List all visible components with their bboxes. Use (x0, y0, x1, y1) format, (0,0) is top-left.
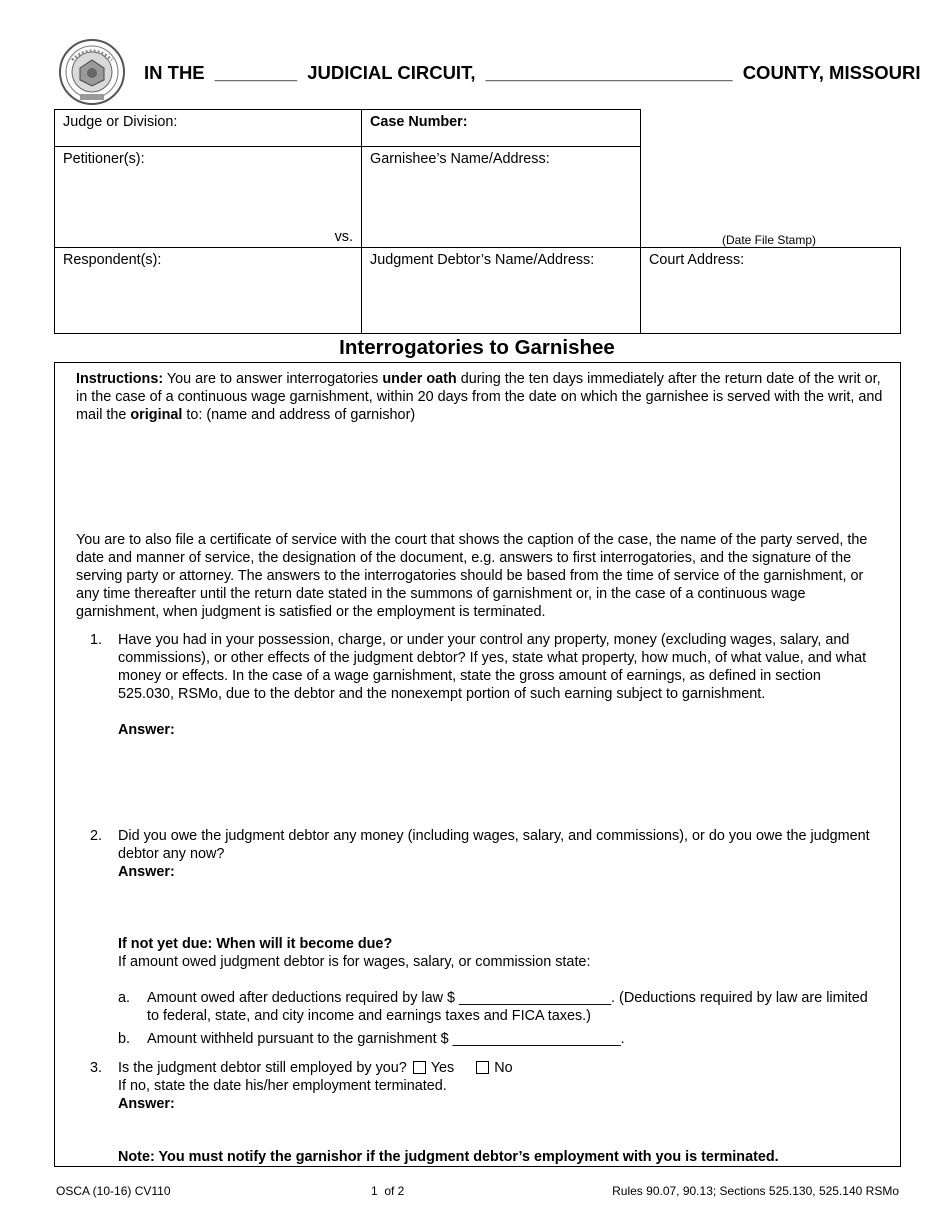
q3-no-checkbox[interactable] (476, 1061, 489, 1074)
form-title: Interrogatories to Garnishee (339, 336, 615, 359)
versus-label: vs. (334, 229, 353, 245)
q3-text: Is the judgment debtor still employed by you? (118, 1060, 407, 1076)
circuit-number-blank[interactable]: ________ (214, 62, 298, 83)
garnishee-label: Garnishee’s Name/Address: (370, 151, 550, 167)
q2-answer-label: Answer: (118, 864, 175, 880)
case-number-field[interactable] (361, 109, 641, 147)
q2a-text: Amount owed after deductions required by law $ ___________________. (Deductions required by law are limited to federal, state, and city income and earnings taxes and FICA taxes.) (147, 990, 868, 1024)
q2-text: Did you owe the judgment debtor any money (including wages, salary, and commissions), or do you owe the judgment debtor any now? (118, 828, 870, 862)
q2b-text: Amount withheld pursuant to the garnishment $ _____________________. (147, 1031, 625, 1047)
q3-employment-row (118, 1059, 878, 1077)
court-address-label: Court Address: (649, 252, 745, 268)
court-header (144, 60, 921, 86)
instructions-text-3: to: (name and address of garnishor) (182, 407, 416, 423)
q2b-label: b. (118, 1031, 131, 1047)
header-county: COUNTY, MISSOURI (742, 62, 921, 83)
q1-answer-area[interactable] (118, 741, 878, 821)
instructions-paragraph (76, 370, 888, 424)
judgment-debtor-label: Judgment Debtor’s Name/Address: (370, 252, 595, 268)
judgment-debtor-field[interactable] (361, 247, 641, 334)
court-address-field[interactable] (640, 247, 901, 334)
q1-text: Have you had in your possession, charge, or under your control any property, money (excluding wages, salary, and commissions), or other effects of the judgment debtor? If yes, state what property, how much, of what value, and what money or effects. In the case of a wage garnishment, state the gross amount of earnings, as defined in section 525.030, RSMo, due to the debtor and the nonexempt portion of such earning subject to garnishment. (118, 632, 867, 702)
case-number-label: Case Number: (370, 114, 468, 130)
q2-number: 2. (90, 828, 103, 844)
judge-division-field[interactable] (54, 109, 362, 147)
date-file-stamp-label: (Date File Stamp) (722, 233, 817, 247)
respondent-label: Respondent(s): (63, 252, 162, 268)
page-number: 1 of 2 (371, 1184, 405, 1198)
q3-yes-checkbox[interactable] (413, 1061, 426, 1074)
q2a-label: a. (118, 990, 131, 1006)
respondent-field[interactable] (54, 247, 362, 334)
q1-answer-label: Answer: (118, 722, 175, 738)
q3-answer-area[interactable] (118, 1115, 878, 1143)
garnishor-address-area[interactable] (76, 430, 888, 520)
q3-answer-label: Answer: (118, 1096, 175, 1112)
instructions-text-2: during the ten days immediately after the return date of the writ or, in the case of a continuous wage garnishment, within 20 days from the date on which the garnishee is served with the writ, and mail the (76, 371, 883, 423)
q3-followup: If no, state the date his/her employment terminated. (118, 1078, 447, 1094)
county-name-blank[interactable]: ________________________ (485, 62, 733, 83)
q2-wages-note: If amount owed judgment debtor is for wages, salary, or commission state: (118, 954, 591, 970)
instructions-text-1: You are to answer interrogatories (163, 371, 383, 387)
q2-answer-area[interactable] (118, 883, 878, 931)
judge-division-label: Judge or Division: (63, 114, 178, 130)
q3-number: 3. (90, 1060, 103, 1076)
q1-number: 1. (90, 632, 103, 648)
form-id: OSCA (10-16) CV110 (56, 1184, 171, 1198)
rules-reference: Rules 90.07, 90.13; Sections 525.130, 525.140 RSMo (612, 1184, 899, 1198)
petitioner-field[interactable] (54, 146, 362, 248)
under-oath: under oath (382, 371, 457, 387)
q3-yes-label: Yes (430, 1060, 455, 1076)
missouri-seal-icon (58, 38, 126, 106)
termination-note: Note: You must notify the garnishor if the judgment debtor’s employment with you is terminated. (118, 1149, 779, 1165)
q2-not-due-label: If not yet due: When will it become due? (118, 936, 393, 952)
q3-no-label: No (494, 1060, 513, 1076)
header-circuit: JUDICIAL CIRCUIT, (307, 62, 476, 83)
certificate-paragraph: You are to also file a certificate of service with the court that shows the caption of the case, the name of the party served, the date and manner of service, the designation of the document, e.g. answers to first interrogatories, and the signature of the serving party or attorney. The answers to the interrogatories should be based from the time of service of the garnishment, or any time thereafter until the return date stated in the summons of garnishment or, in the case of a continuous wage garnishment, when judgment is satisfied or the employment is terminated. (76, 532, 868, 620)
petitioner-label: Petitioner(s): (63, 151, 145, 167)
header-prefix: IN THE (144, 62, 205, 83)
original-word: original (130, 407, 183, 423)
instructions-lead: Instructions: (76, 371, 164, 387)
garnishee-name-address-field[interactable] (361, 146, 641, 248)
